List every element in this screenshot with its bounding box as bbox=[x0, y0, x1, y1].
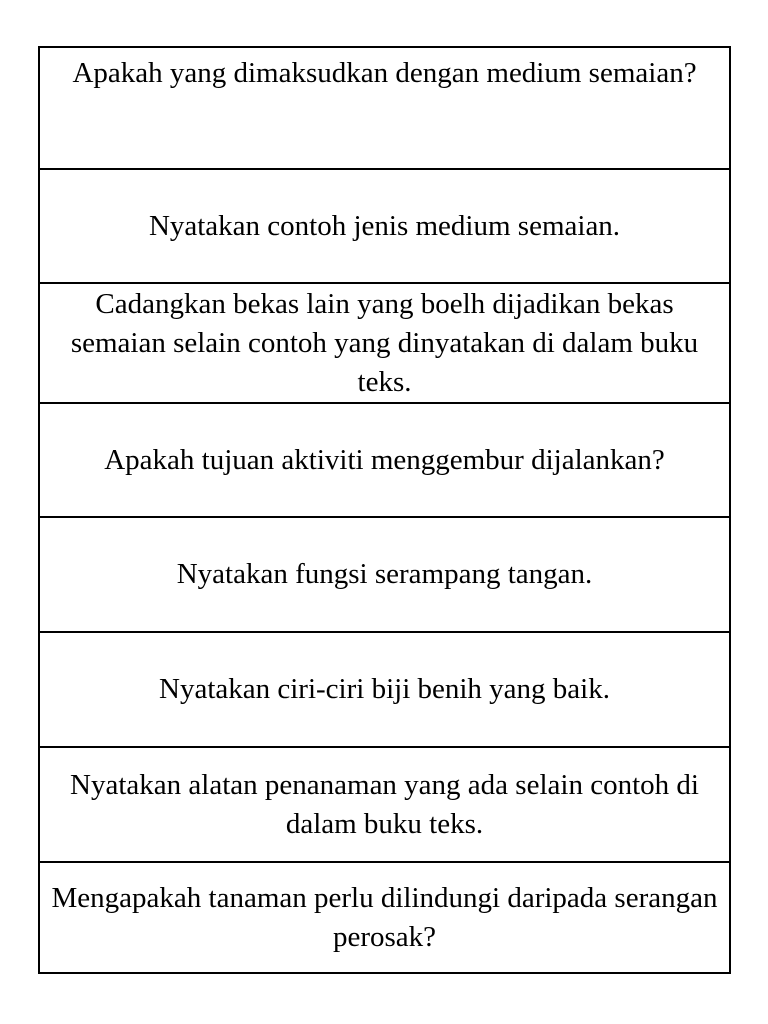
question-card-5 bbox=[40, 516, 729, 631]
question-card-1 bbox=[40, 48, 729, 168]
question-card-7 bbox=[40, 746, 729, 861]
question-card-sheet bbox=[38, 46, 731, 974]
question-card-4 bbox=[40, 402, 729, 516]
question-text-4: Apakah tujuan aktiviti menggembur dijalankan? bbox=[104, 443, 665, 476]
question-card-6 bbox=[40, 631, 729, 746]
question-card-3 bbox=[40, 282, 729, 402]
question-card-2 bbox=[40, 168, 729, 282]
question-text-2: Nyatakan contoh jenis medium semaian. bbox=[148, 209, 621, 242]
question-card-8 bbox=[40, 861, 729, 972]
question-text-8: Mengapakah tanaman perlu dilindungi daripada serangan perosak? bbox=[51, 881, 718, 953]
question-text-3: Cadangkan bekas lain yang boelh dijadikan bekas semaian selain contoh yang dinyatakan di dalam buku teks. bbox=[70, 287, 699, 398]
question-text-7: Nyatakan alatan penanaman yang ada selain contoh di dalam buku teks. bbox=[70, 768, 699, 840]
question-text-6: Nyatakan ciri-ciri biji benih yang baik. bbox=[159, 673, 610, 705]
question-text-5: Nyatakan fungsi serampang tangan. bbox=[176, 558, 593, 590]
question-text-1: Apakah yang dimaksudkan dengan medium semaian? bbox=[72, 57, 697, 89]
